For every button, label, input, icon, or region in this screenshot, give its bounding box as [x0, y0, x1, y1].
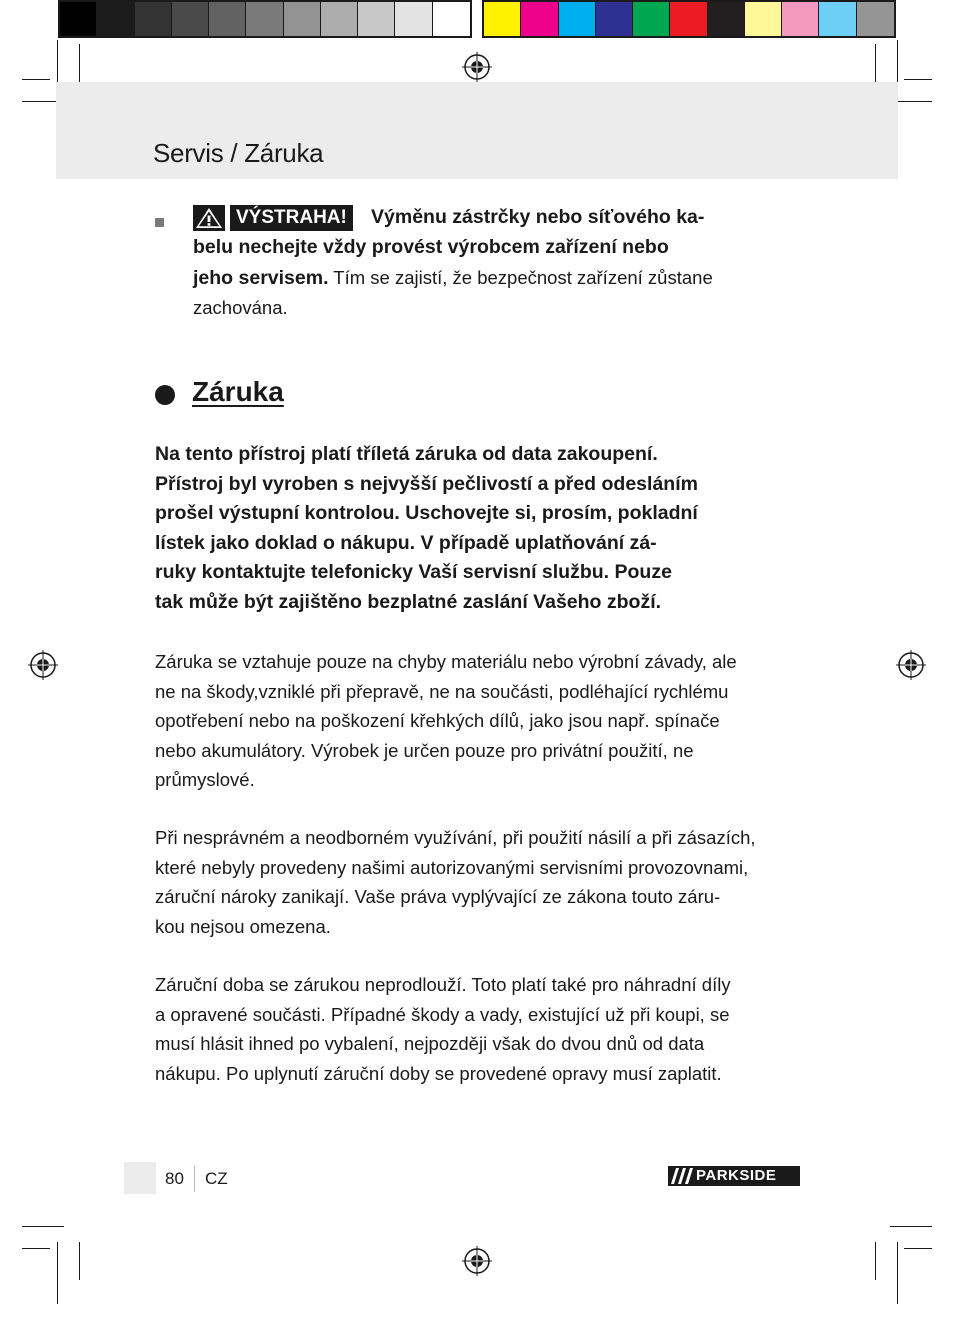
crop-mark: [904, 1248, 932, 1249]
crop-mark: [79, 44, 80, 86]
color-swatch: [433, 2, 470, 36]
paragraph-line: opotřebení nebo na poškození křehkých dílů, jako jsou např. spínače: [155, 710, 720, 731]
warning-label: VÝSTRAHA!: [230, 205, 353, 231]
paragraph-line: tak může být zajištěno bezplatné zaslání Vašeho zboží.: [155, 590, 662, 613]
warning-line-3-bold: jeho servisem.: [193, 267, 329, 289]
color-swatch: [284, 2, 321, 36]
color-calibration-bar: [482, 0, 896, 38]
crop-mark: [57, 1242, 58, 1304]
color-swatch: [857, 2, 894, 36]
registration-mark-icon: [462, 1246, 492, 1276]
crop-mark: [875, 44, 876, 86]
logo-stripes-icon: [671, 1168, 693, 1184]
color-swatch: [97, 2, 134, 36]
page-title: Servis / Záruka: [153, 138, 324, 168]
paragraph-line: Při nesprávném a neodborném využívání, při použití násilí a při zásazích,: [155, 827, 756, 848]
color-swatch: [745, 2, 782, 36]
crop-mark: [57, 40, 58, 86]
color-swatch: [358, 2, 395, 36]
color-swatch: [559, 2, 596, 36]
paragraph-line: ne na škody,vzniklé při přepravě, ne na součásti, podléhající rychlému: [155, 680, 729, 702]
paragraph-line: nebo akumulátory. Výrobek je určen pouze pro privátní použití, ne: [155, 739, 694, 761]
section-title: Záruka: [192, 376, 284, 407]
page-number: 80: [165, 1169, 184, 1188]
brand-name: PARKSIDE: [696, 1167, 777, 1184]
color-swatch: [484, 2, 521, 36]
paragraph-line: kou nejsou omezena.: [155, 915, 331, 937]
paragraph-line: nákupu. Po uplynutí záruční doby se provedené opravy musí zaplatit.: [155, 1062, 722, 1084]
warning-line-4: zachována.: [193, 297, 288, 318]
crop-mark: [22, 79, 50, 80]
paragraph-line: lístek jako doklad o nákupu. V případě uplatňování zá-: [155, 531, 657, 554]
paragraph-line: Přístroj byl vyroben s nejvyšší pečlivostí a před odesláním: [155, 472, 698, 495]
grayscale-calibration-bar: [58, 0, 472, 38]
language-code: CZ: [205, 1169, 228, 1188]
crop-mark: [897, 40, 898, 86]
color-swatch: [633, 2, 670, 36]
color-swatch: [670, 2, 707, 36]
color-swatch: [172, 2, 209, 36]
paragraph-line: průmyslové.: [155, 769, 255, 790]
parkside-logo: [668, 1166, 800, 1186]
section-bullet-dot: [155, 385, 175, 405]
page-number-box: [124, 1162, 156, 1194]
bullet-square: [155, 218, 164, 227]
footer-separator: [194, 1166, 195, 1192]
paragraph-line: prošel výstupní kontrolou. Uschovejte si, prosím, pokladní: [155, 502, 698, 524]
crop-mark: [875, 1242, 876, 1280]
color-swatch: [819, 2, 856, 36]
paragraph-line: ruky kontaktujte telefonicky Vaší servisní službu. Pouze: [155, 561, 672, 583]
color-swatch: [521, 2, 558, 36]
crop-mark: [904, 79, 932, 80]
color-swatch: [135, 2, 172, 36]
paragraph-line: musí hlásit ihned po vybalení, nejpozději však do dvou dnů od data: [155, 1033, 705, 1054]
paragraph-line: které nebyly provedeny našimi autorizovanými servisními provozovnami,: [155, 856, 749, 878]
paragraph-line: a opravené součásti. Případné škody a vady, existující už při koupi, se: [155, 1003, 730, 1025]
color-swatch: [708, 2, 745, 36]
crop-mark: [22, 1226, 64, 1227]
warning-line-3-regular: Tím se zajistí, že bezpečnost zařízení zůstane: [328, 267, 713, 288]
paragraph-line: záruční nároky zanikají. Vaše práva vyplývající ze zákona touto záru-: [155, 886, 721, 907]
color-swatch: [395, 2, 432, 36]
warning-triangle-icon: [193, 205, 225, 231]
paragraph-line: Záruka se vztahuje pouze na chyby materiálu nebo výrobní závady, ale: [155, 651, 737, 672]
color-swatch: [246, 2, 283, 36]
crop-mark: [897, 1242, 898, 1304]
registration-mark-icon: [896, 650, 926, 680]
color-swatch: [321, 2, 358, 36]
color-swatch: [209, 2, 246, 36]
crop-mark: [890, 1226, 932, 1227]
crop-mark: [22, 1248, 50, 1249]
registration-mark-icon: [28, 650, 58, 680]
color-swatch: [782, 2, 819, 36]
crop-mark: [79, 1242, 80, 1280]
color-swatch: [60, 2, 97, 36]
paragraph-line: Na tento přístroj platí tříletá záruka od data zakoupení.: [155, 443, 658, 465]
warning-line-1: Výměnu zástrčky nebo síťového ka-: [371, 206, 705, 228]
warning-line-3: [193, 263, 713, 294]
warning-line-2: belu nechejte vždy provést výrobcem zařízení nebo: [193, 236, 669, 258]
paragraph-line: Záruční doba se zárukou neprodlouží. Toto platí také pro náhradní díly: [155, 974, 731, 995]
registration-mark-icon: [462, 52, 492, 82]
color-swatch: [596, 2, 633, 36]
